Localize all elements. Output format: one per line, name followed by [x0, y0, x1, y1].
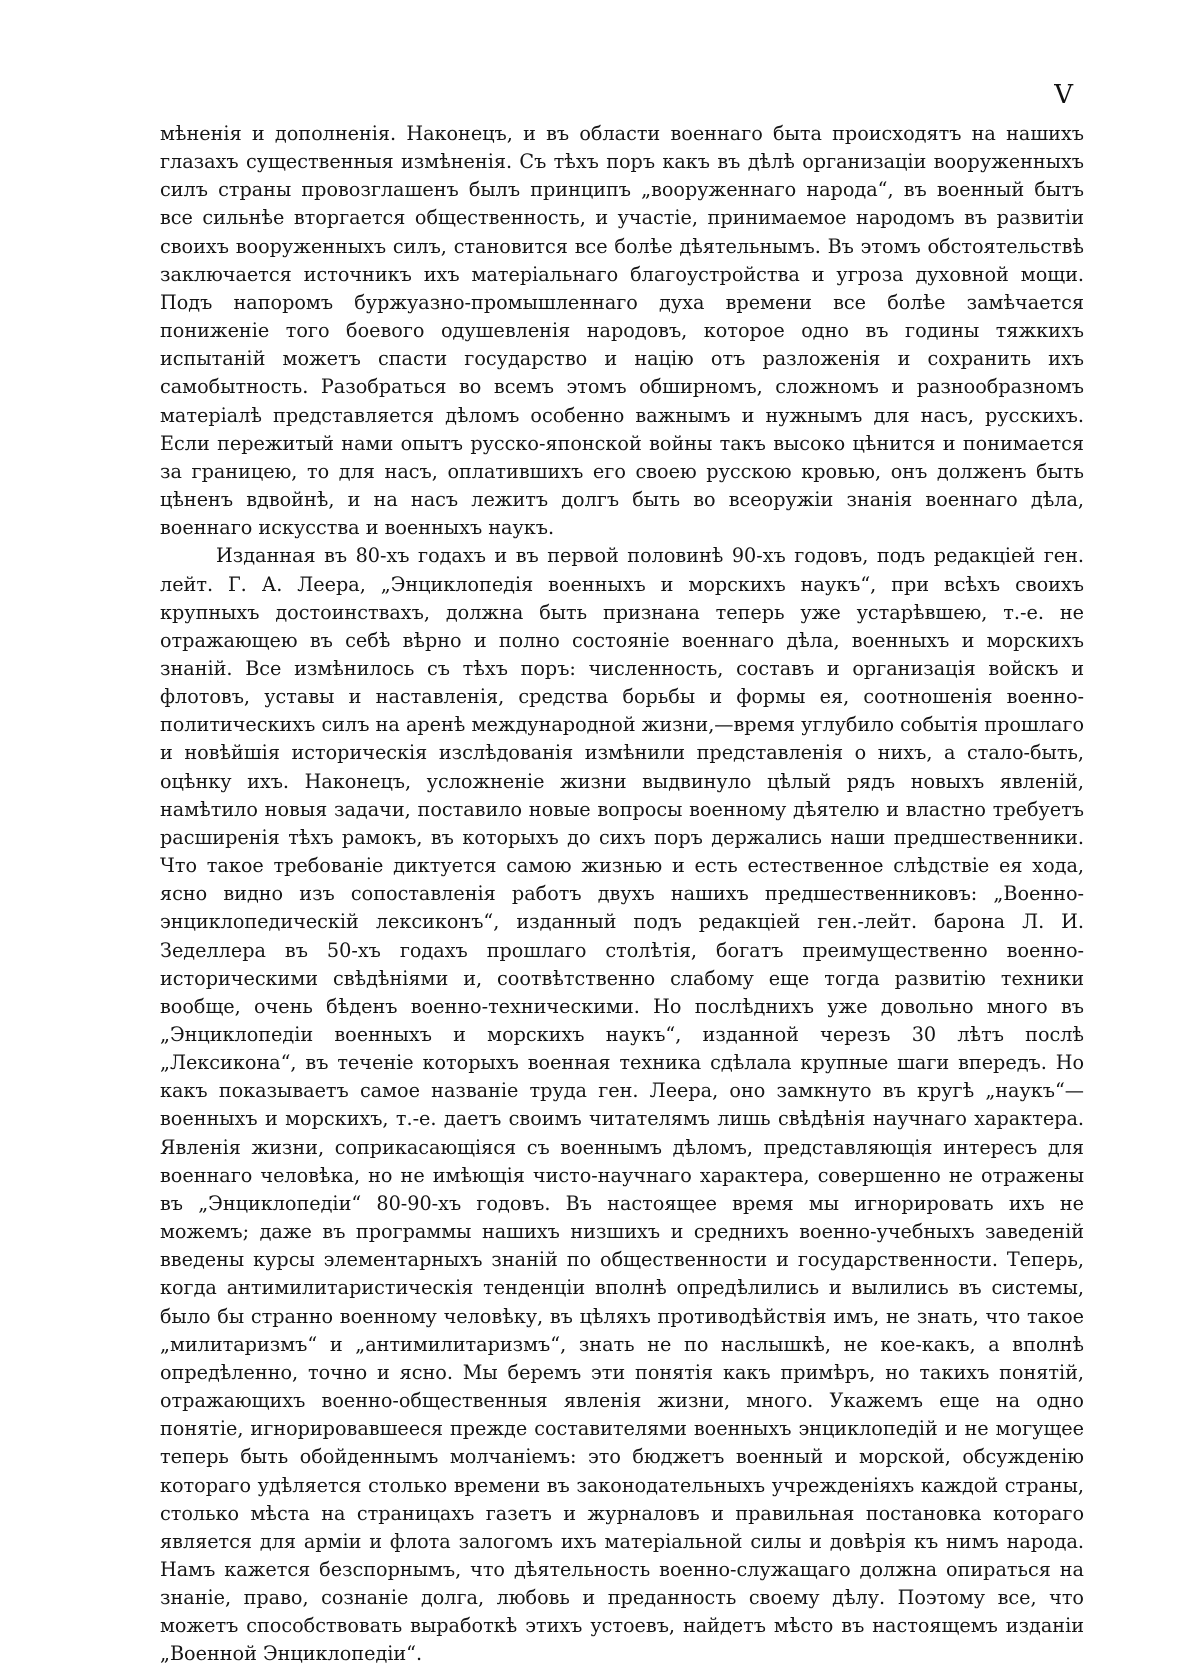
paragraph-encyclopedia-history: Изданная въ 80-хъ годахъ и въ первой половинѣ 90-хъ годовъ, подъ редакціей ген. лейт. Г. А. Леера, „Энциклопедія военныхъ и морскихъ наукъ“, при всѣхъ своихъ крупныхъ достоинствахъ, должна быть признана теперь уже устарѣвшею, т.-е. не отражающею въ себѣ вѣрно и полно состояніе военнаго дѣла, военныхъ и морскихъ знаній. Все измѣнилось съ тѣхъ поръ: численность, составъ и организація войскъ и флотовъ, уставы и наставленія, средства борьбы и формы ея, соотношенія военно-политическихъ силъ на аренѣ международной жизни,—время углубило событія прошлаго и новѣйшія историческія изслѣдованія измѣнили представленія о нихъ, а стало-быть, оцѣнку ихъ. Наконецъ, усложненіе жизни выдвинуло цѣлый рядъ новыхъ явленій, намѣтило новыя задачи, поставило новые вопросы военному дѣятелю и властно требуетъ расширенія тѣхъ рамокъ, въ которыхъ до сихъ поръ держались наши предшественники. Что такое требованіе диктуется самою жизнью и есть естественное слѣдствіе ея хода, ясно видно изъ сопоставленія работъ двухъ нашихъ предшественниковъ: „Военно-энциклопедическій лексиконъ“, изданный подъ редакціей ген.-лейт. барона Л. И. Зеделлера въ 50-хъ годахъ прошлаго столѣтія, богатъ преимущественно военно-историческими свѣдѣніями и, соотвѣтственно слабому еще тогда развитію техники вообще, очень бѣденъ военно-техническими. Но послѣднихъ уже довольно много въ „Энциклопедіи военныхъ и морскихъ наукъ“, изданной черезъ 30 лѣтъ послѣ „Лексикона“, въ теченіе которыхъ военная техника сдѣлала крупные шаги впередъ. Но какъ показываетъ самое названіе труда ген. Леера, оно замкнуто въ кругѣ „наукъ“—военныхъ и морскихъ, т.-е. даетъ своимъ читателямъ лишь свѣдѣнія научнаго характера. Явленія жизни, соприкасающіяся съ военнымъ дѣломъ, представляющія интересъ для военнаго человѣка, но не имѣющія чисто-научнаго характера, совершенно не отражены въ „Энциклопедіи“ 80-90-хъ годовъ. Въ настоящее время мы игнорировать ихъ не можемъ; даже въ программы нашихъ низшихъ и среднихъ военно-учебныхъ заведеній введены курсы элементарныхъ знаній по общественности и государственности. Теперь, когда антимилитаристическія тенденціи вполнѣ опредѣлились и вылились въ системы, было бы странно военному человѣку, въ цѣляхъ противодѣйствія имъ, не знать, что такое „милитаризмъ“ и „антимилитаризмъ“, знать не по наслышкѣ, не кое-какъ, а вполнѣ опредѣленно, точно и ясно. Мы беремъ эти понятія какъ примѣръ, но такихъ понятій, отражающихъ военно-общественныя явленія жизни, много. Укажемъ еще на одно понятіе, игнорировавшееся прежде составителями военныхъ энциклопедій и не могущее теперь быть обойденнымъ молчаніемъ: это бюджетъ военный и морской, обсужденію котораго удѣляется столько времени въ законодательныхъ учрежденіяхъ каждой страны, столько мѣста на страницахъ газетъ и журналовъ и правильная постановка котораго является для арміи и флота залогомъ ихъ матеріальной силы и довѣрія къ нимъ народа. Намъ кажется безспорнымъ, что дѣятельность военно-служащаго должна опираться на знаніе, право, сознаніе долга, любовь и преданность своему дѣлу. Поэтому все, что можетъ способствовать выработкѣ этихъ устоевъ, найдетъ мѣсто въ настоящемъ изданіи „Военной Энциклопедіи“. — [160, 544, 1084, 1666]
paragraph-continuation: мѣненія и дополненія. Наконецъ, и въ области военнаго быта происходятъ на нашихъ глазахъ существенныя измѣненія. Съ тѣхъ поръ какъ въ дѣлѣ организаціи вооруженныхъ силъ страны провозглашенъ былъ принципъ „вооруженнаго народа“, въ военный бытъ все сильнѣе вторгается общественность, и участіе, принимаемое народомъ въ развитіи своихъ вооруженныхъ силъ, становится все болѣе дѣятельнымъ. Въ этомъ обстоятельствѣ заключается источникъ ихъ матеріальнаго благоустройства и угроза духовной мощи. Подъ напоромъ буржуазно-промышленнаго духа времени все болѣе замѣчается пониженіе того боевого одушевленія народовъ, которое одно въ годины тяжкихъ испытаній можетъ спасти государство и націю отъ разложенія и сохранить ихъ самобытность. Разобраться во всемъ этомъ обширномъ, сложномъ и разнообразномъ матеріалѣ представляется дѣломъ особенно важнымъ и нужнымъ для насъ, русскихъ. Если пережитый нами опытъ русско-японской войны такъ высоко цѣнится и понимается за границею, то для насъ, оплатившихъ его своею русскою кровью, онъ долженъ быть цѣненъ вдвойнѣ, и на насъ лежитъ долгъ быть во всеоружіи знанія военнаго дѣла, военнаго искусства и военныхъ наукъ. — [160, 122, 1084, 540]
page-number: V — [1054, 80, 1073, 110]
body-text — [160, 120, 1084, 1669]
